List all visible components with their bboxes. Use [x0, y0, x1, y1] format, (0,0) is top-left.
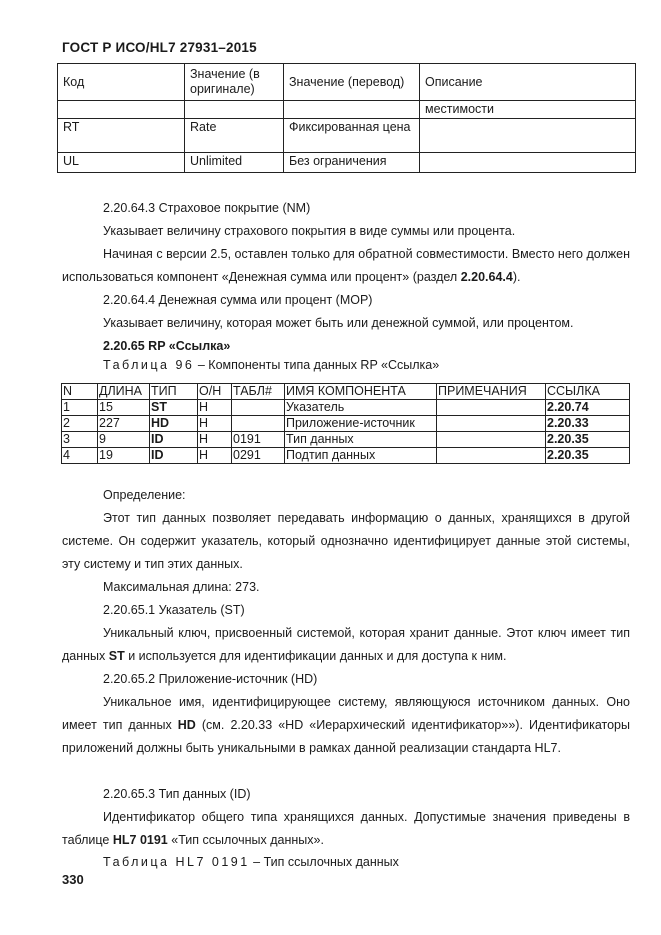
table-row: 4 19 ID H 0291 Подтип данных 2.20.35 [62, 448, 630, 464]
section-number: 2.20.64.4 [103, 293, 156, 307]
section-heading-2-20-65-1: 2.20.65.1 Указатель (ST) [103, 603, 245, 617]
table-row [58, 153, 636, 173]
code-value-table [57, 63, 636, 173]
translation-cell: Без ограничения [284, 153, 420, 173]
table-row: 2 227 HD H Приложение-источник 2.20.33 [62, 416, 630, 432]
section-heading-2-20-65-2: 2.20.65.2 Приложение-источник (HD) [103, 672, 318, 686]
paragraph: Идентификатор общего типа хранящихся данных. Допустимые значения приведены в таблице HL7 0191 «Тип ссылочных данных». [62, 810, 630, 847]
header-type: ТИП [150, 384, 198, 400]
table-caption: Таблица HL7 0191 – Тип ссылочных данных [103, 855, 399, 869]
section-number: 2.20.64.3 [103, 201, 156, 215]
description-cell: местимости [420, 101, 636, 119]
table-row [58, 119, 636, 153]
section-heading-2-20-65-3: 2.20.65.3 Тип данных (ID) [103, 787, 251, 801]
section-heading-2-20-64-3: 2.20.64.3 Страховое покрытие (NM) [103, 201, 311, 215]
section-heading-2-20-65: 2.20.65 RP «Ссылка» [103, 339, 231, 353]
header-description: Описание [420, 64, 636, 101]
table-header-row [58, 64, 636, 101]
paragraph: Указывает величину страхового покрытия в виде суммы или процента. [103, 224, 516, 238]
document-header: ГОСТ Р ИСО/HL7 27931–2015 [62, 40, 257, 55]
header-reference: ССЫЛКА [546, 384, 630, 400]
paragraph: Максимальная длина: 273. [103, 580, 260, 594]
section-number: 2.20.65.1 [103, 603, 156, 617]
table-row [58, 101, 636, 119]
page-number: 330 [62, 872, 84, 887]
section-heading-2-20-64-4: 2.20.64.4 Денежная сумма или процент (MOP) [103, 293, 373, 307]
section-number: 2.20.65.3 [103, 787, 156, 801]
description-cell [420, 119, 636, 153]
section-number: 2.20.65.2 [103, 672, 156, 686]
header-component-name: ИМЯ КОМПОНЕНТА [285, 384, 437, 400]
section-reference: 2.20.64.4 [460, 270, 513, 284]
paragraph: Начиная с версии 2.5, оставлен только для обратной совместимости. Вместо него должен использоваться компонент «Денежная сумма или процент» (раздел 2.20.64.4). [62, 247, 630, 284]
header-n: N [62, 384, 98, 400]
header-length: ДЛИНА [98, 384, 150, 400]
header-code: Код [58, 64, 185, 101]
original-cell: Rate [185, 119, 284, 153]
header-table: ТАБЛ# [232, 384, 285, 400]
original-cell: Unlimited [185, 153, 284, 173]
translation-cell: Фиксированная цена [284, 119, 420, 153]
header-optionality: О/Н [198, 384, 232, 400]
header-notes: ПРИМЕЧАНИЯ [437, 384, 546, 400]
paragraph: Этот тип данных позволяет передавать информацию о данных, хранящихся в другой системе. Он содержит указатель, который однозначно идентифицирует данные этой системы, эту систему и тип этих данных. [62, 511, 630, 571]
paragraph: Уникальный ключ, присвоенный системой, которая хранит данные. Этот ключ имеет тип данных ST и используется для идентификации данных и для доступа к ним. [62, 626, 630, 663]
table-row: 3 9 ID H 0191 Тип данных 2.20.35 [62, 432, 630, 448]
component-table [61, 383, 630, 464]
code-cell: UL [58, 153, 185, 173]
table-caption: Таблица 96 – Компоненты типа данных RP «Ссылка» [103, 358, 440, 372]
section-reference: 2.20.33 «HD «Иерархический идентификатор»» [230, 718, 516, 732]
table-header-row [62, 384, 630, 400]
paragraph: Определение: [103, 488, 186, 502]
table-row: 1 15 ST H Указатель 2.20.74 [62, 400, 630, 416]
paragraph: Указывает величину, которая может быть или денежной суммой, или процентом. [103, 316, 574, 330]
header-original-value: Значение (в оригинале) [185, 64, 284, 101]
paragraph: Уникальное имя, идентифицирующее систему, являющуюся источником данных. Оно имеет тип данных HD (см. 2.20.33 «HD «Иерархический идентификатор»»). Идентификаторы приложений должны быть уникальными в рамках данной реализации стандарта HL7. [62, 695, 630, 755]
header-translated-value: Значение (перевод) [284, 64, 420, 101]
code-cell: RT [58, 119, 185, 153]
description-cell [420, 153, 636, 173]
